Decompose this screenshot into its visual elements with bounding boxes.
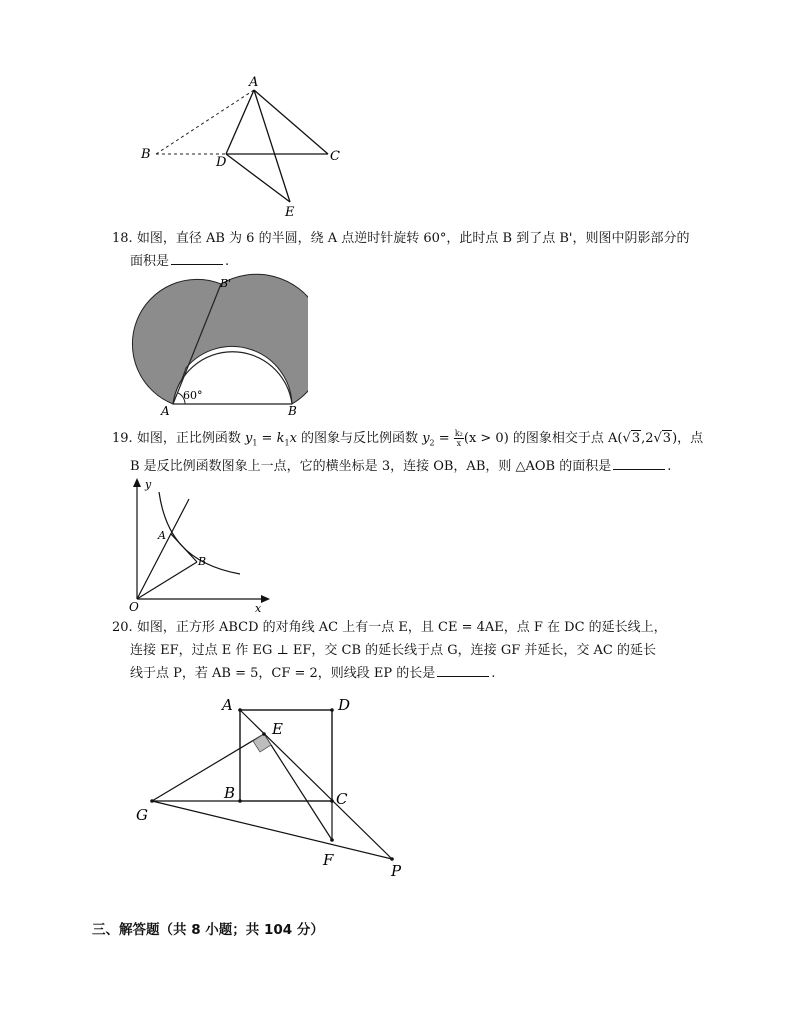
question-text: )，点 [672,431,704,446]
label-A: A [249,75,259,90]
question-text: 的图象相交于点 A( [508,431,623,446]
figure-20 [130,690,420,885]
segment-AC [254,90,328,154]
label-angle: 60° [183,389,203,402]
segment-AD [226,90,254,154]
label-A: A [158,529,166,542]
label-x: x [255,602,262,614]
label-A: A [161,404,170,418]
label-A: A [222,696,233,714]
question-text: . [491,666,496,681]
segment-GP [152,801,392,859]
fraction: $\frac{\text{k₂}}{x}$ [454,429,463,448]
math-cond: (x > 0) [463,431,509,446]
answer-blank[interactable] [437,664,489,677]
figure-17 [130,70,360,220]
question-number: 20. [112,620,133,635]
label-y: y [145,478,152,491]
question-text: . [225,254,230,269]
label-B: B [198,555,207,568]
label-P: P [391,862,402,880]
label-C: C [336,790,348,808]
question-20 [112,616,667,685]
figure-18 [128,272,308,420]
math-var: y [244,431,253,446]
math-sub: 2 [429,438,435,448]
segment-EF [264,734,332,840]
question-text: 面积是 [130,254,170,269]
label-F: F [323,851,334,869]
x-axis-arrow [261,595,270,603]
label-D: D [338,696,351,714]
label-B: B [141,147,151,162]
math-text: ,2 [641,431,654,446]
question-text: 连接 EF，过点 E 作 EG ⊥ EF，交 CB 的延长线于点 G，连接 GF 并延长，交 AC 的延长 [130,643,656,658]
question-number: 19. [112,431,133,446]
label-G: G [136,806,148,824]
label-O: O [129,600,139,614]
section-heading: 三、解答题（共 8 小题；共 104 分） [92,922,324,938]
answer-blank[interactable] [613,457,665,470]
math-var: k [276,431,285,446]
segment-AE [254,90,290,202]
label-E: E [272,720,283,738]
question-text: . [667,458,672,474]
math-sub: 1 [252,438,258,448]
question-text: 如图，直径 AB 为 6 的半圆，绕 A 点逆时针旋转 60°，此时点 B 到了点 B'，则图中阴影部分的 [136,231,690,246]
figure-19 [125,474,275,614]
question-text: 如图，正比例函数 [136,431,245,446]
question-text: 的图象与反比例函数 [296,431,423,446]
line-y1 [137,499,189,599]
label-B: B [288,404,297,418]
math-op: = [434,431,454,446]
math-sqrt: 3 [631,431,641,446]
segment-EG [152,734,264,801]
math-sub: 1 [284,438,290,448]
label-C: C [330,149,340,164]
math-sqrt: 3 [662,431,672,446]
label-Bprime: B' [220,277,232,290]
math-var: y [422,431,430,446]
math-var: x [289,431,297,446]
math-op: = [257,431,277,446]
label-E: E [285,205,295,220]
answer-blank[interactable] [171,252,223,265]
question-19: 19. 如图，正比例函数 $y_1 = k_1x$ 的图象与反比例函数 $y_2$ = $\frac{\text{k₂}}{x}$ (x > 0) 的图象相交于点 A(√3,2√3)，点 B 是反比例函数图象上一点，它的横坐标是 3，连接 OB，AB，则 △AOB 的面积是 . [112,429,704,474]
question-text: B 是反比例函数图象上一点，它的横坐标是 3，连接 OB，AB，则 △AOB 的面积是 [130,458,612,474]
question-18 [112,227,689,273]
segment-AB [171,534,197,562]
question-text: 如图，正方形 ABCD 的对角线 AC 上有一点 E，且 CE = 4AE，点 F 在 DC 的延长线上， [136,620,667,635]
diagonal-AP [240,710,392,859]
right-angle-marker [253,734,271,752]
question-number: 18. [112,231,133,246]
y-axis-arrow [133,478,141,487]
segment-DE [226,154,290,202]
label-B: B [224,784,236,802]
question-text: 线于点 P，若 AB = 5，CF = 2，则线段 EP 的长是 [130,666,436,681]
label-D: D [216,155,227,170]
